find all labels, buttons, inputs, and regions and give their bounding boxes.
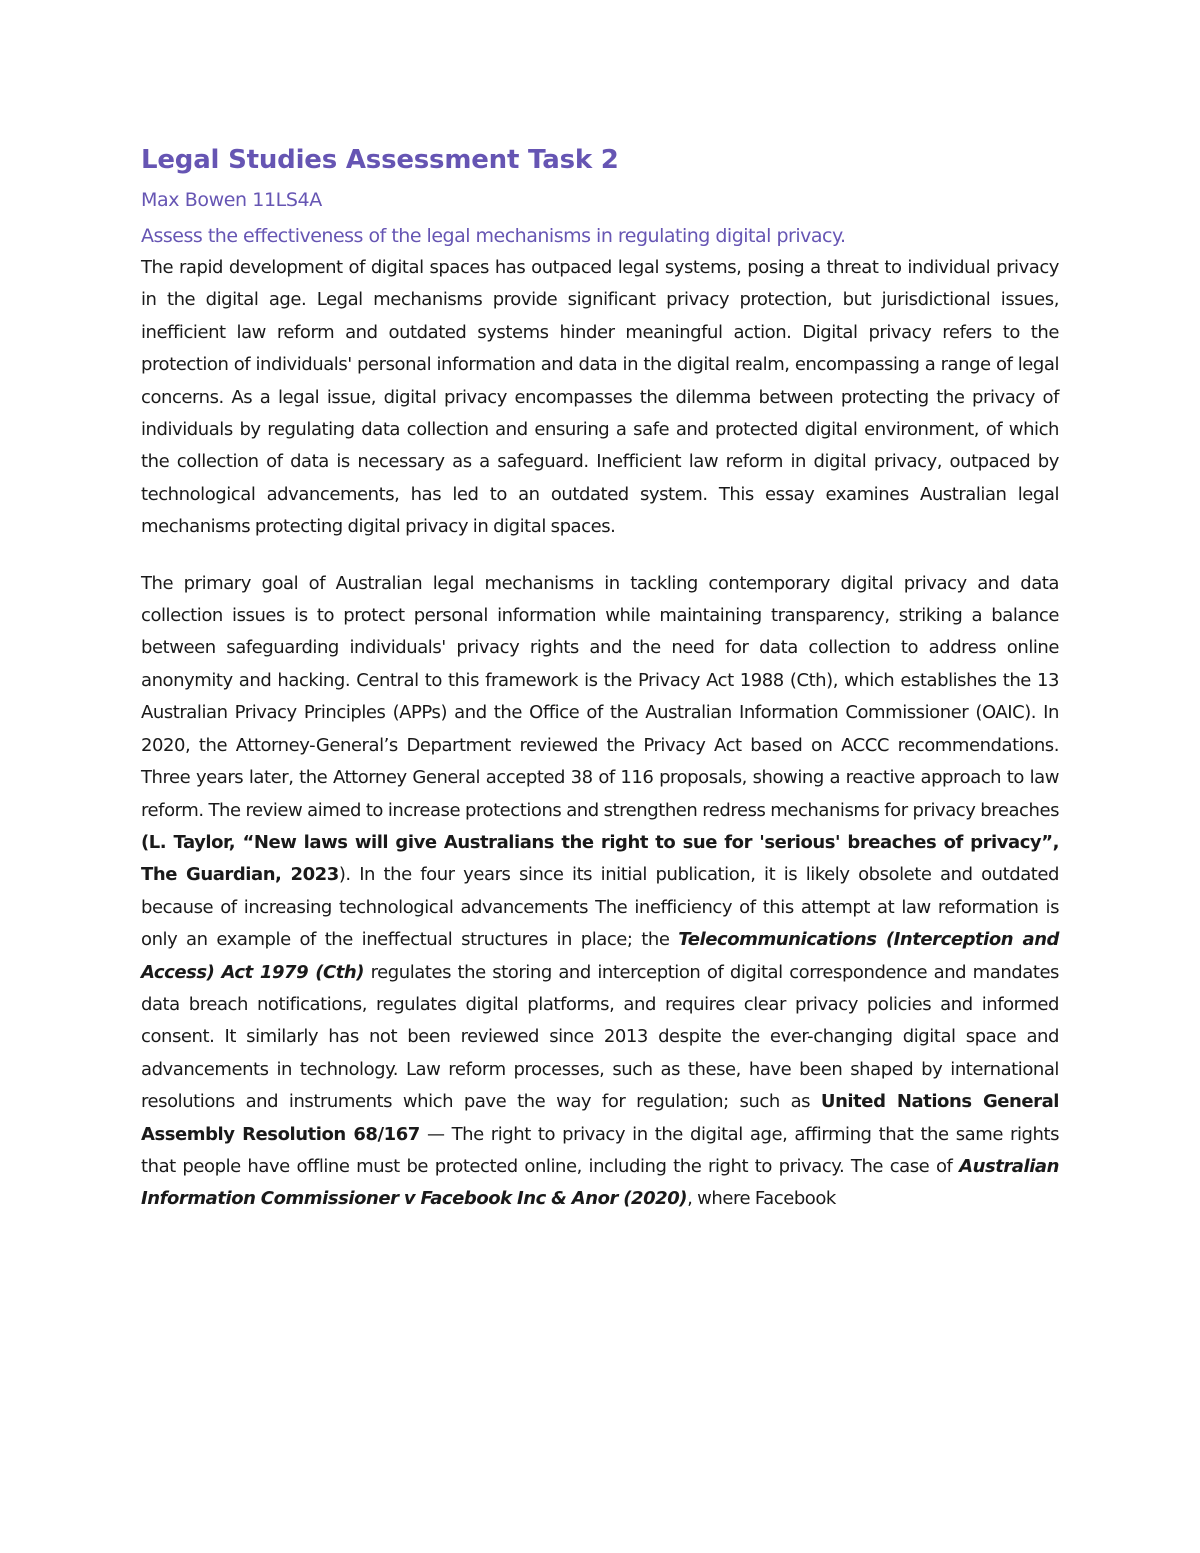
text-segment: ). In the four years since its initial publication, it is likely obsolete and outdated because of increasing technological advancements The inefficiency of this attempt at law reformation is only an example of the ineffectual structures in place; the (141, 864, 1059, 951)
un-resolution-reference: United Nations General Assembly Resolution 68/167 (141, 1091, 1059, 1145)
text-segment: , where Facebook (687, 1188, 836, 1210)
text-segment: regulates the storing and interception of digital correspondence and mandates data breach notifications, regulates digital platforms, and requires clear privacy policies and informed consent. It similarly has not been reviewed since 2013 despite the ever-changing digital space and advancements in technology. Law reform processes, such as these, have been shaped by international resolutions and instruments which pave the way for regulation; such as (141, 961, 1059, 1113)
essay-question: Assess the effectiveness of the legal mechanisms in regulating digital privacy. (141, 225, 846, 247)
paragraph-introduction: The rapid development of digital spaces has outpaced legal systems, posing a threat to individual privacy in the digital age. Legal mechanisms provide significant privacy protection, but jurisdictional issues, inefficient law reform and outdated systems hinder meaningful action. Digital privacy refers to the protection of individuals' personal information and data in the digital realm, encompassing a range of legal concerns. As a legal issue, digital privacy encompasses the dilemma between protecting the privacy of individuals by regulating data collection and ensuring a safe and protected digital environment, of which the collection of data is necessary as a safeguard. Inefficient law reform in digital privacy, outpaced by technological advancements, has led to an outdated system. This essay examines Australian legal mechanisms protecting digital privacy in digital spaces. (141, 257, 1059, 538)
text-segment: — The right to privacy in the digital age, affirming that the same rights that people have offline must be protected online, including the right to privacy. The case of (141, 1123, 1059, 1177)
legislation-telecommunications-act: Telecommunications (Interception and Access) Act 1979 (Cth) (141, 929, 1059, 983)
document-content (141, 140, 1059, 1216)
document-title: Legal Studies Assessment Task 2 (141, 145, 619, 175)
citation-guardian: (L. Taylor, “New laws will give Australians the right to sue for 'serious' breaches of privacy”, The Guardian, 2023 (141, 831, 1059, 886)
case-reference-facebook: Australian Information Commissioner v Facebook Inc & Anor (2020) (141, 1155, 1059, 1210)
paragraph-body-1 (141, 568, 1059, 1216)
author-line: Max Bowen 11LS4A (141, 189, 322, 211)
text-segment: The primary goal of Australian legal mechanisms in tackling contemporary digital privacy and data collection issues is to protect personal information while maintaining transparency, striking a balance between safeguarding individuals' privacy rights and the need for data collection to address online anonymity and hacking. Central to this framework is the Privacy Act 1988 (Cth), which establishes the 13 Australian Privacy Principles (APPs) and the Office of the Australian Information Commissioner (OAIC). In 2020, the Attorney-General’s Department reviewed the Privacy Act based on ACCC recommendations. Three years later, the Attorney General accepted 38 of 116 proposals, showing a reactive approach to law reform. The review aimed to increase protections and strengthen redress mechanisms for privacy breaches (141, 572, 1059, 821)
